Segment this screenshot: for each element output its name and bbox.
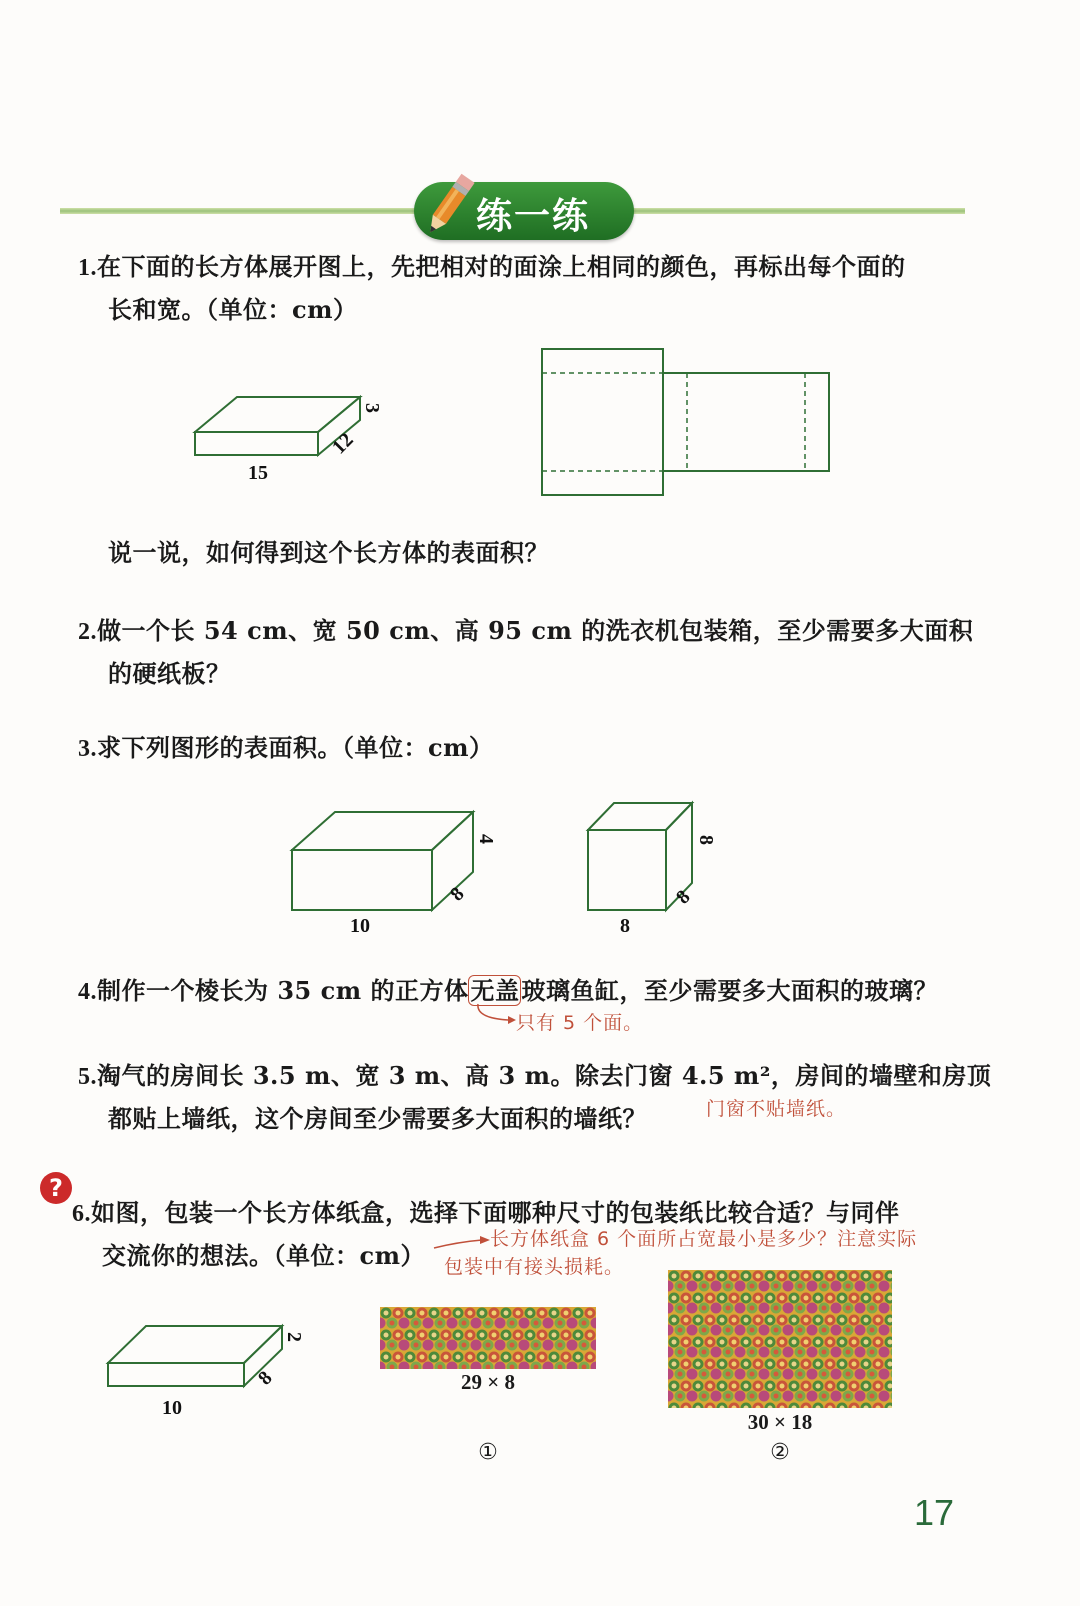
question-text: 都贴上墙纸，这个房间至少需要多大面积的墙纸？ [108,1104,647,1133]
wrapping-paper-2 [668,1270,892,1408]
paper-2-mark: ② [770,1440,790,1465]
question-number: 2. [78,619,97,645]
wrapping-paper-1 [380,1307,596,1369]
question-text: 制作一个棱长为 35 cm 的正方体 [97,976,469,1005]
question-text: 交流你的想法。（单位：cm） [102,1241,426,1270]
question-number: 5. [78,1064,97,1090]
q3a-height-label: 4 [475,834,497,844]
question-2 [78,610,973,695]
q3-cube-b-figure [578,795,728,940]
question-number: 3. [78,736,97,762]
followup-text: 说一说，如何得到这个长方体的表面积？ [108,538,549,567]
question-text: 在下面的长方体展开图上，先把相对的面涂上相同的颜色，再标出每个面的 [97,252,906,281]
paper-1-mark: ① [478,1440,498,1465]
q3-cuboid-a-figure [280,800,500,940]
section-banner [414,182,634,240]
q6-box-figure [96,1318,316,1423]
pencil-icon [418,172,478,242]
q3a-length-label: 10 [350,915,370,937]
question-mark-glyph: ? [49,1174,63,1202]
q3b-length-label: 8 [620,915,630,937]
question-text: 如图，包装一个长方体纸盒，选择下面哪种尺寸的包装纸比较合适？与同伴 [91,1198,900,1227]
paper-2-size-label: 30 × 18 [747,1410,813,1434]
q3b-height-label: 8 [695,835,717,845]
q3b-width-label: 8 [671,885,695,909]
question-1 [78,246,906,331]
q1-length-label: 15 [248,462,268,484]
question-number: 6. [72,1201,91,1227]
q6-note-line2: 包装中有接头损耗。 [444,1256,625,1278]
paper-1-size-label: 29 × 8 [461,1370,515,1394]
question-number: 4. [78,979,97,1005]
q6-width-label: 8 [253,1366,277,1390]
question-text: 求下列图形的表面积。（单位：cm） [97,733,494,762]
question-text: 的硬纸板？ [108,659,231,688]
highlight-word: 无盖 [470,976,520,1005]
q1-width-label: 12 [327,428,358,459]
q3a-width-label: 8 [445,882,469,906]
question-5 [78,1055,991,1140]
page-number: 17 [914,1492,955,1533]
question-1-followup [108,532,549,574]
question-text: 玻璃鱼缸，至少需要多大面积的玻璃？ [521,976,938,1005]
question-mark-icon [40,1172,72,1204]
question-3 [78,727,494,770]
q5-note: 门窗不贴墙纸。 [706,1098,847,1120]
q6-length-label: 10 [162,1397,182,1419]
q6-height-label: 2 [283,1332,305,1342]
q4-note: 只有 5 个面。 [516,1012,644,1034]
section-title: 练一练 [476,196,591,237]
q6-note-line1: 长方体纸盒 6 个面所占宽最小是多少？注意实际 [490,1228,918,1250]
question-text: 做一个长 54 cm、宽 50 cm、高 95 cm 的洗衣机包装箱，至少需要多大面积 [97,616,974,645]
q1-height-label: 3 [361,403,383,413]
question-text: 淘气的房间长 3.5 m、宽 3 m、高 3 m。除去门窗 4.5 m²，房间的墙壁和房顶 [97,1061,992,1090]
question-text: 长和宽。（单位：cm） [108,295,358,324]
q1-net-figure [538,345,838,500]
question-number: 1. [78,255,97,281]
q1-cuboid-figure [180,385,390,495]
annotation-arrow [468,1002,518,1032]
